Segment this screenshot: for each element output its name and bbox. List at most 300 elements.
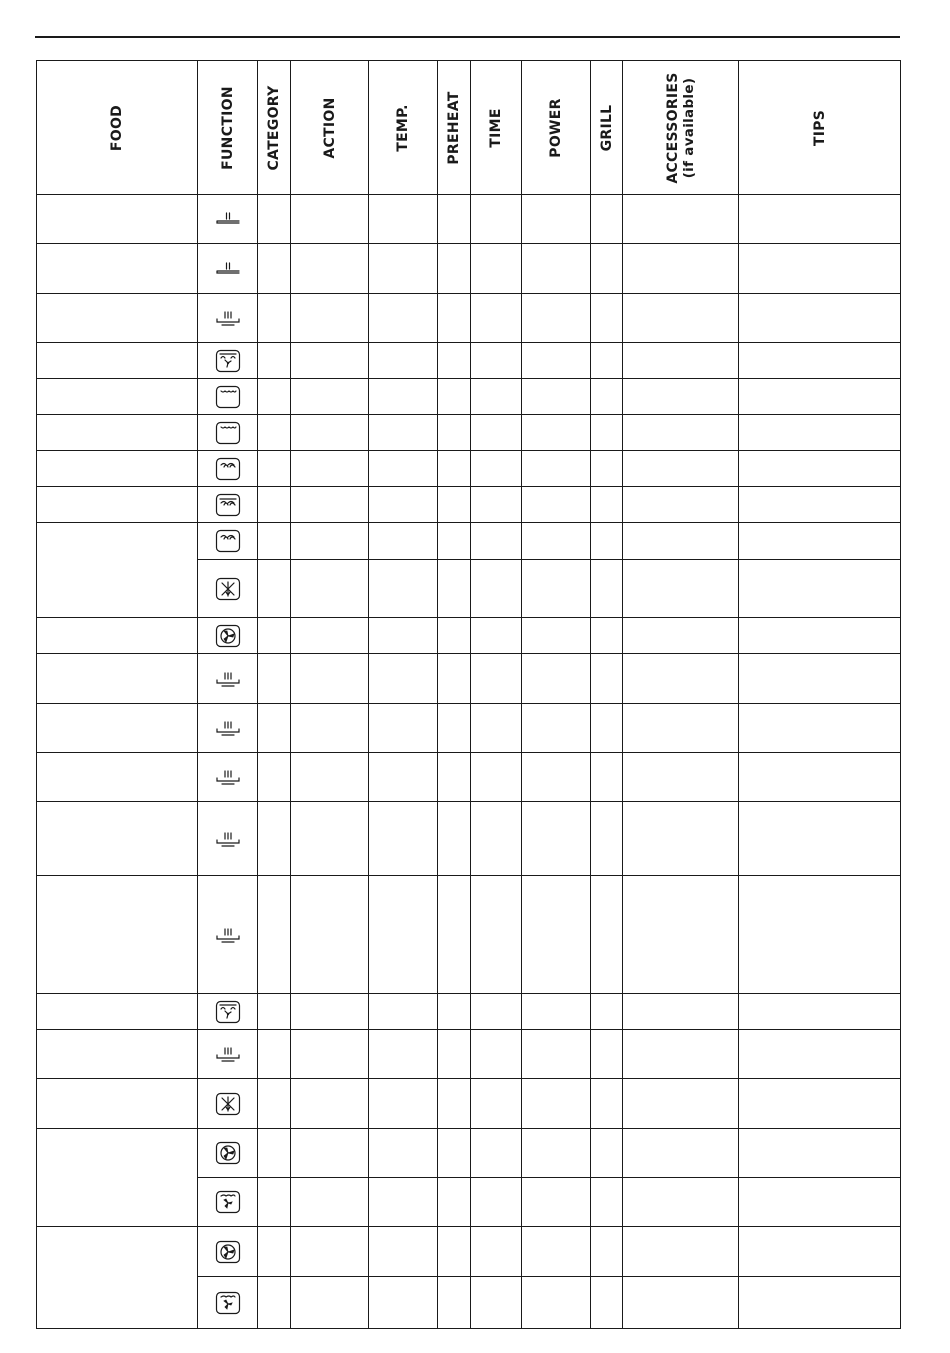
power-cell <box>522 451 591 487</box>
function-cell <box>198 704 258 753</box>
power-cell <box>522 487 591 523</box>
category-cell <box>258 704 291 753</box>
grill-cell <box>591 560 623 618</box>
action-cell <box>291 1030 369 1079</box>
time-cell <box>471 1277 522 1329</box>
grill-cell <box>591 1178 623 1227</box>
food-cell <box>37 1129 198 1227</box>
temp-cell <box>369 753 438 802</box>
category-cell <box>258 654 291 704</box>
table-row <box>37 618 901 654</box>
turbo-grill-icon <box>198 493 257 517</box>
preheat-cell <box>438 1079 471 1129</box>
time-cell <box>471 994 522 1030</box>
category-cell <box>258 294 291 343</box>
tips-cell <box>739 654 901 704</box>
temp-cell <box>369 876 438 994</box>
time-cell <box>471 1030 522 1079</box>
function-cell <box>198 1227 258 1277</box>
function-cell <box>198 523 258 560</box>
temp-cell <box>369 379 438 415</box>
function-cell <box>198 654 258 704</box>
preheat-cell <box>438 294 471 343</box>
food-cell <box>37 1227 198 1329</box>
function-cell <box>198 379 258 415</box>
action-cell <box>291 654 369 704</box>
power-cell <box>522 1030 591 1079</box>
power-cell <box>522 1227 591 1277</box>
category-cell <box>258 1129 291 1178</box>
temp-cell <box>369 802 438 876</box>
table-row <box>37 704 901 753</box>
temp-cell <box>369 523 438 560</box>
time-cell <box>471 244 522 294</box>
temp-cell <box>369 994 438 1030</box>
header-food: FOOD <box>37 61 198 195</box>
food-cell <box>37 654 198 704</box>
action-cell <box>291 195 369 244</box>
accessories-cell <box>623 294 739 343</box>
power-cell <box>522 343 591 379</box>
table-row <box>37 753 901 802</box>
category-cell <box>258 1178 291 1227</box>
preheat-cell <box>438 1129 471 1178</box>
time-cell <box>471 654 522 704</box>
header-power: POWER <box>522 61 591 195</box>
action-cell <box>291 753 369 802</box>
function-cell <box>198 1030 258 1079</box>
accessories-cell <box>623 1178 739 1227</box>
power-cell <box>522 1129 591 1178</box>
category-cell <box>258 1030 291 1079</box>
preheat-cell <box>438 244 471 294</box>
defrost-icon <box>198 577 257 601</box>
power-cell <box>522 415 591 451</box>
power-cell <box>522 876 591 994</box>
grill-cell <box>591 1227 623 1277</box>
convection-fan-icon <box>198 1240 257 1264</box>
tips-cell <box>739 876 901 994</box>
category-cell <box>258 244 291 294</box>
action-cell <box>291 294 369 343</box>
power-cell <box>522 802 591 876</box>
header-function: FUNCTION <box>198 61 258 195</box>
tips-cell <box>739 195 901 244</box>
temp-cell <box>369 1030 438 1079</box>
accessories-cell <box>623 379 739 415</box>
food-cell <box>37 1030 198 1079</box>
action-cell <box>291 523 369 560</box>
table-row <box>37 1129 901 1178</box>
category-cell <box>258 560 291 618</box>
power-cell <box>522 994 591 1030</box>
temp-cell <box>369 487 438 523</box>
table-row <box>37 415 901 451</box>
power-cell <box>522 753 591 802</box>
tips-cell <box>739 1129 901 1178</box>
grill-fan-icon <box>198 1291 257 1315</box>
steam-medium-icon <box>198 307 257 329</box>
header-time: TIME <box>471 61 522 195</box>
grill-cell <box>591 753 623 802</box>
power-cell <box>522 560 591 618</box>
power-cell <box>522 294 591 343</box>
header-category: CATEGORY <box>258 61 291 195</box>
accessories-cell <box>623 1079 739 1129</box>
preheat-cell <box>438 1277 471 1329</box>
action-cell <box>291 244 369 294</box>
function-cell <box>198 560 258 618</box>
table-row <box>37 244 901 294</box>
category-cell <box>258 487 291 523</box>
steam-medium-icon <box>198 1043 257 1065</box>
action-cell <box>291 876 369 994</box>
accessories-cell <box>623 618 739 654</box>
tips-cell <box>739 618 901 654</box>
time-cell <box>471 415 522 451</box>
time-cell <box>471 1227 522 1277</box>
steam-high-icon <box>198 668 257 690</box>
power-cell <box>522 704 591 753</box>
top-heat-icon <box>198 421 257 445</box>
accessories-cell <box>623 876 739 994</box>
preheat-cell <box>438 415 471 451</box>
tips-cell <box>739 704 901 753</box>
grill-cell <box>591 1079 623 1129</box>
table-row <box>37 195 901 244</box>
grill-cell <box>591 1277 623 1329</box>
category-cell <box>258 451 291 487</box>
accessories-cell <box>623 1129 739 1178</box>
preheat-cell <box>438 994 471 1030</box>
table-row <box>37 487 901 523</box>
temp-cell <box>369 654 438 704</box>
grill-cell <box>591 1129 623 1178</box>
action-cell <box>291 618 369 654</box>
food-cell <box>37 994 198 1030</box>
preheat-cell <box>438 618 471 654</box>
time-cell <box>471 451 522 487</box>
grill-cell <box>591 704 623 753</box>
accessories-cell <box>623 343 739 379</box>
grill-fan-icon <box>198 1190 257 1214</box>
tips-cell <box>739 379 901 415</box>
temp-cell <box>369 1079 438 1129</box>
convection-fan-icon <box>198 1141 257 1165</box>
header-row <box>37 61 901 195</box>
power-cell <box>522 1079 591 1129</box>
function-cell <box>198 1129 258 1178</box>
table-row <box>37 802 901 876</box>
function-cell <box>198 415 258 451</box>
function-cell <box>198 1178 258 1227</box>
accessories-cell <box>623 487 739 523</box>
category-cell <box>258 876 291 994</box>
grill-cell <box>591 802 623 876</box>
action-cell <box>291 560 369 618</box>
food-cell <box>37 802 198 876</box>
table-row <box>37 379 901 415</box>
action-cell <box>291 1277 369 1329</box>
category-cell <box>258 1277 291 1329</box>
temp-cell <box>369 1129 438 1178</box>
preheat-cell <box>438 704 471 753</box>
food-cell <box>37 618 198 654</box>
cooking-table <box>36 60 901 1329</box>
steam-medium-icon <box>198 766 257 788</box>
category-cell <box>258 994 291 1030</box>
grill-cell <box>591 654 623 704</box>
header-preheat: PREHEAT <box>438 61 471 195</box>
preheat-cell <box>438 1030 471 1079</box>
accessories-cell <box>623 994 739 1030</box>
preheat-cell <box>438 195 471 244</box>
table-row <box>37 994 901 1030</box>
power-cell <box>522 1277 591 1329</box>
temp-cell <box>369 451 438 487</box>
category-cell <box>258 618 291 654</box>
accessories-cell <box>623 244 739 294</box>
tips-cell <box>739 1227 901 1277</box>
time-cell <box>471 1129 522 1178</box>
steam-high-icon <box>198 828 257 850</box>
category-cell <box>258 753 291 802</box>
food-cell <box>37 244 198 294</box>
category-cell <box>258 343 291 379</box>
grill-cell <box>591 618 623 654</box>
category-cell <box>258 415 291 451</box>
grill-cell <box>591 379 623 415</box>
tips-cell <box>739 415 901 451</box>
function-cell <box>198 451 258 487</box>
food-cell <box>37 876 198 994</box>
accessories-cell <box>623 451 739 487</box>
tips-cell <box>739 994 901 1030</box>
convection-fan-icon <box>198 624 257 648</box>
tips-cell <box>739 1277 901 1329</box>
preheat-cell <box>438 753 471 802</box>
grill-cell <box>591 523 623 560</box>
grill-cell <box>591 994 623 1030</box>
temp-cell <box>369 294 438 343</box>
steam-low-icon <box>198 258 257 280</box>
function-cell <box>198 487 258 523</box>
tips-cell <box>739 1079 901 1129</box>
action-cell <box>291 1178 369 1227</box>
table-row <box>37 1030 901 1079</box>
function-cell <box>198 244 258 294</box>
grill-cell <box>591 415 623 451</box>
top-heat-icon <box>198 385 257 409</box>
header-tips: TIPS <box>739 61 901 195</box>
table-row <box>37 343 901 379</box>
tips-cell <box>739 802 901 876</box>
function-cell <box>198 618 258 654</box>
action-cell <box>291 994 369 1030</box>
tips-cell <box>739 560 901 618</box>
food-cell <box>37 195 198 244</box>
accessories-cell <box>623 654 739 704</box>
function-cell <box>198 195 258 244</box>
tips-cell <box>739 753 901 802</box>
turbo-grill-fan-icon <box>198 1000 257 1024</box>
function-cell <box>198 1079 258 1129</box>
category-cell <box>258 195 291 244</box>
table-row <box>37 1079 901 1129</box>
temp-cell <box>369 704 438 753</box>
function-cell <box>198 753 258 802</box>
table-row <box>37 294 901 343</box>
time-cell <box>471 704 522 753</box>
food-cell <box>37 379 198 415</box>
food-cell <box>37 704 198 753</box>
grill-cell <box>591 244 623 294</box>
header-temp: TEMP. <box>369 61 438 195</box>
temp-cell <box>369 560 438 618</box>
preheat-cell <box>438 1227 471 1277</box>
tips-cell <box>739 294 901 343</box>
temp-cell <box>369 343 438 379</box>
temp-cell <box>369 415 438 451</box>
function-cell <box>198 294 258 343</box>
tips-cell <box>739 244 901 294</box>
preheat-cell <box>438 876 471 994</box>
function-cell <box>198 876 258 994</box>
action-cell <box>291 343 369 379</box>
tips-cell <box>739 451 901 487</box>
table-row <box>37 654 901 704</box>
steam-low-icon <box>198 208 257 230</box>
action-cell <box>291 704 369 753</box>
power-cell <box>522 244 591 294</box>
food-cell <box>37 294 198 343</box>
action-cell <box>291 379 369 415</box>
accessories-cell <box>623 560 739 618</box>
accessories-cell <box>623 1277 739 1329</box>
steam-medium-icon <box>198 924 257 946</box>
action-cell <box>291 802 369 876</box>
accessories-cell <box>623 1227 739 1277</box>
table-row <box>37 876 901 994</box>
time-cell <box>471 876 522 994</box>
tips-cell <box>739 487 901 523</box>
preheat-cell <box>438 487 471 523</box>
accessories-cell <box>623 195 739 244</box>
function-cell <box>198 1277 258 1329</box>
grill-icon <box>198 529 257 553</box>
preheat-cell <box>438 654 471 704</box>
tips-cell <box>739 343 901 379</box>
grill-cell <box>591 195 623 244</box>
preheat-cell <box>438 343 471 379</box>
time-cell <box>471 560 522 618</box>
category-cell <box>258 379 291 415</box>
table-row <box>37 1227 901 1277</box>
grill-cell <box>591 487 623 523</box>
time-cell <box>471 802 522 876</box>
accessories-cell <box>623 1030 739 1079</box>
turbo-grill-fan-icon <box>198 349 257 373</box>
table-row <box>37 523 901 560</box>
power-cell <box>522 195 591 244</box>
time-cell <box>471 753 522 802</box>
power-cell <box>522 1178 591 1227</box>
preheat-cell <box>438 523 471 560</box>
grill-cell <box>591 451 623 487</box>
accessories-cell <box>623 704 739 753</box>
header-grill: GRILL <box>591 61 623 195</box>
function-cell <box>198 343 258 379</box>
grill-cell <box>591 1030 623 1079</box>
accessories-cell <box>623 523 739 560</box>
header-accessories: ACCESSORIES (if available) <box>623 61 739 195</box>
time-cell <box>471 487 522 523</box>
grill-cell <box>591 876 623 994</box>
header-action: ACTION <box>291 61 369 195</box>
accessories-cell <box>623 753 739 802</box>
food-cell <box>37 451 198 487</box>
action-cell <box>291 415 369 451</box>
action-cell <box>291 1079 369 1129</box>
grill-icon <box>198 457 257 481</box>
time-cell <box>471 618 522 654</box>
preheat-cell <box>438 451 471 487</box>
action-cell <box>291 1227 369 1277</box>
preheat-cell <box>438 560 471 618</box>
time-cell <box>471 1178 522 1227</box>
food-cell <box>37 487 198 523</box>
food-cell <box>37 753 198 802</box>
accessories-cell <box>623 415 739 451</box>
steam-high-icon <box>198 717 257 739</box>
power-cell <box>522 654 591 704</box>
temp-cell <box>369 618 438 654</box>
food-cell <box>37 415 198 451</box>
temp-cell <box>369 1227 438 1277</box>
time-cell <box>471 195 522 244</box>
temp-cell <box>369 1277 438 1329</box>
action-cell <box>291 451 369 487</box>
action-cell <box>291 1129 369 1178</box>
food-cell <box>37 343 198 379</box>
preheat-cell <box>438 379 471 415</box>
time-cell <box>471 343 522 379</box>
time-cell <box>471 294 522 343</box>
category-cell <box>258 802 291 876</box>
function-cell <box>198 994 258 1030</box>
grill-cell <box>591 343 623 379</box>
time-cell <box>471 1079 522 1129</box>
food-cell <box>37 523 198 618</box>
preheat-cell <box>438 802 471 876</box>
table-row <box>37 451 901 487</box>
category-cell <box>258 1227 291 1277</box>
tips-cell <box>739 1178 901 1227</box>
temp-cell <box>369 1178 438 1227</box>
category-cell <box>258 523 291 560</box>
power-cell <box>522 523 591 560</box>
preheat-cell <box>438 1178 471 1227</box>
function-cell <box>198 802 258 876</box>
defrost-icon <box>198 1092 257 1116</box>
action-cell <box>291 487 369 523</box>
grill-cell <box>591 294 623 343</box>
power-cell <box>522 618 591 654</box>
tips-cell <box>739 523 901 560</box>
power-cell <box>522 379 591 415</box>
temp-cell <box>369 244 438 294</box>
food-cell <box>37 1079 198 1129</box>
